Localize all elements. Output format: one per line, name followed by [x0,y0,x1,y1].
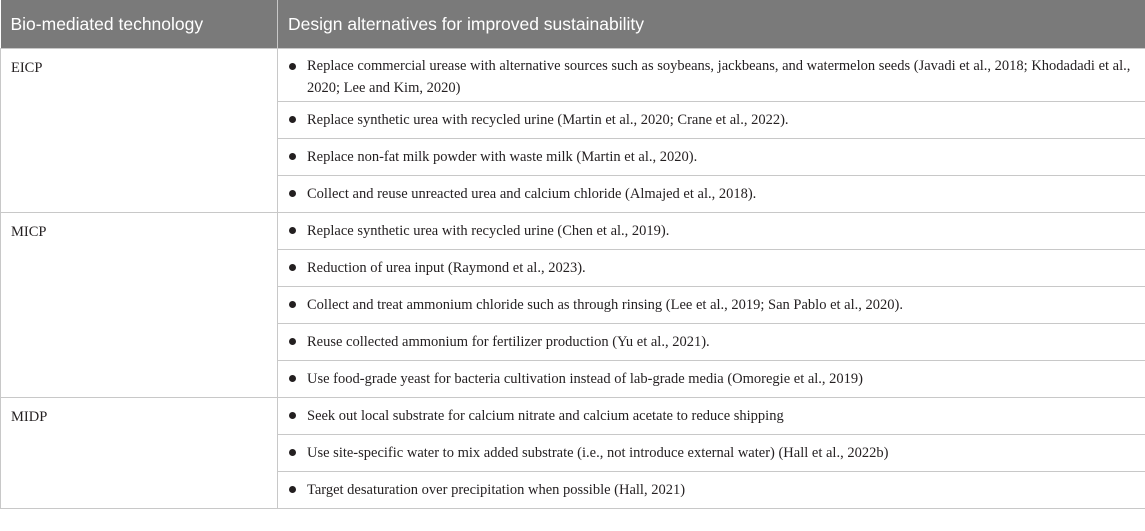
header-row [1,0,1145,49]
alternative-text: Replace non-fat milk powder with waste milk (Martin et al., 2020). [307,149,698,165]
bullet-icon [289,63,296,70]
alternative-text: Seek out local substrate for calcium nitrate and calcium acetate to reduce shipping [307,408,784,424]
header-alternatives: Design alternatives for improved sustainability [278,0,1145,49]
bullet-icon [289,449,296,456]
alternative-text: Reduction of urea input (Raymond et al., 2023). [307,260,586,276]
alternative-cell [278,324,1145,361]
bullet-icon [289,301,296,308]
alternative-cell [278,472,1145,509]
bullet-icon [289,412,296,419]
table-row [1,49,1145,102]
alternative-cell [278,435,1145,472]
alternative-text: Replace commercial urease with alternative sources such as soybeans, jackbeans, and watermelon seeds (Javadi et al., 2018; Khodadadi et al., 2020; Lee and Kim, 2020) [307,58,1131,96]
alternative-text: Collect and treat ammonium chloride such as through rinsing (Lee et al., 2019; San Pablo et al., 2020). [307,297,903,313]
table-row [1,398,1145,435]
alternative-text: Use food-grade yeast for bacteria cultivation instead of lab-grade media (Omoregie et al., 2019) [307,371,864,387]
table-row [1,213,1145,250]
alternative-text: Collect and reuse unreacted urea and calcium chloride (Almajed et al., 2018). [307,186,757,202]
alternative-text: Replace synthetic urea with recycled urine (Chen et al., 2019). [307,223,670,239]
alternative-cell [278,49,1145,102]
bullet-icon [289,264,296,271]
alternative-cell [278,102,1145,139]
bullet-icon [289,153,296,160]
header-technology: Bio-mediated technology [1,0,278,49]
bullet-icon [289,116,296,123]
alternative-text: Target desaturation over precipitation when possible (Hall, 2021) [307,482,686,498]
alternative-cell [278,361,1145,398]
bullet-icon [289,227,296,234]
technology-cell-eicp: EICP [1,49,278,213]
bullet-icon [289,375,296,382]
alternative-text: Reuse collected ammonium for fertilizer production (Yu et al., 2021). [307,334,710,350]
alternative-cell [278,139,1145,176]
bullet-icon [289,338,296,345]
alternative-text: Replace synthetic urea with recycled urine (Martin et al., 2020; Crane et al., 2022). [307,112,789,128]
technology-cell-micp: MICP [1,213,278,398]
alternative-cell [278,250,1145,287]
alternative-cell [278,213,1145,250]
alternative-cell [278,398,1145,435]
bullet-icon [289,190,296,197]
bullet-icon [289,486,296,493]
alternative-text: Use site-specific water to mix added substrate (i.e., not introduce external water) (Hall et al., 2022b) [307,445,889,461]
alternative-cell [278,287,1145,324]
technology-cell-midp: MIDP [1,398,278,509]
alternative-cell [278,176,1145,213]
